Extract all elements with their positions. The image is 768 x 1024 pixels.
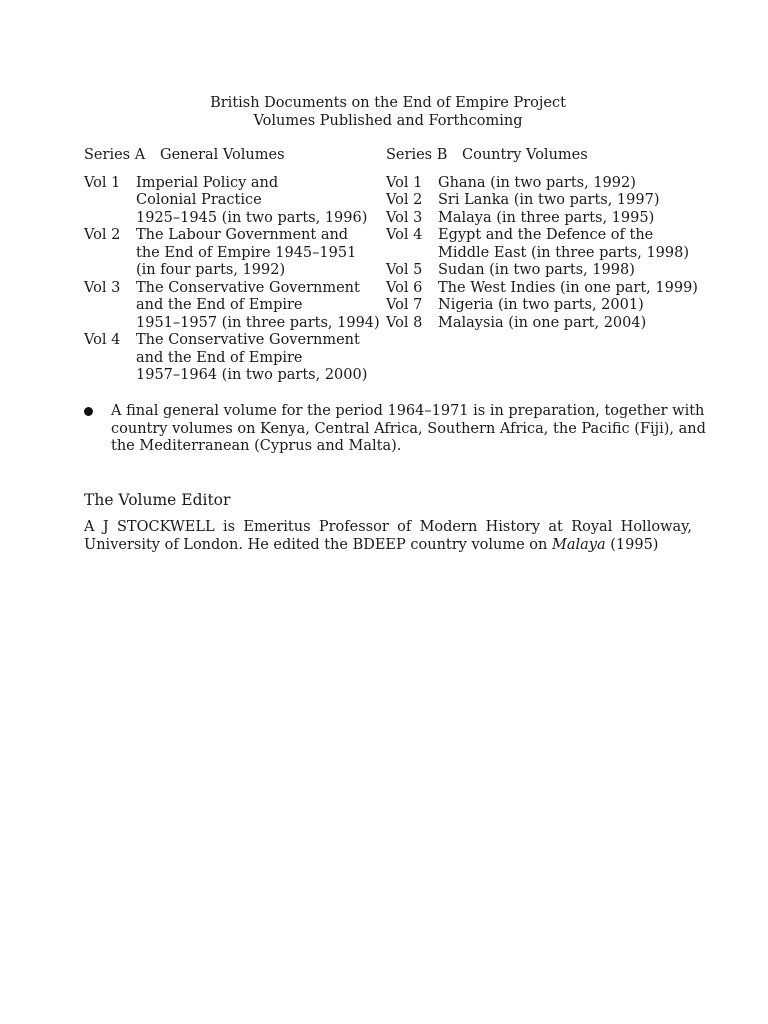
volume-title — [438, 315, 696, 333]
volume-title — [438, 297, 696, 315]
note-line: the Mediterranean (Cyprus and Malta). — [111, 438, 402, 454]
series-a-title: General Volumes — [160, 147, 285, 163]
title-line-1: British Documents on the End of Empire Project — [210, 95, 566, 111]
volume-title-line: The Labour Government and — [136, 227, 349, 243]
volume-title — [438, 192, 696, 210]
editor-bio-year: (1995) — [605, 537, 659, 553]
note-line: country volumes on Kenya, Central Africa, Southern Africa, the Pacific (Fiji), and — [111, 420, 706, 437]
volume-title — [438, 175, 696, 193]
series-b-section — [386, 147, 696, 332]
volume-title-line: Imperial Policy and — [136, 174, 279, 191]
volume-number: Vol 4 — [84, 332, 121, 348]
volume-title-line: and the End of Empire — [136, 297, 303, 313]
editor-bio — [84, 518, 692, 554]
title-line-2: Volumes Published and Forthcoming — [253, 112, 523, 129]
volume-number: Vol 4 — [386, 227, 423, 243]
series-a-label: Series A — [84, 147, 146, 163]
list-item — [386, 210, 696, 228]
volume-number: Vol 6 — [386, 279, 423, 296]
editor-heading: The Volume Editor — [84, 491, 231, 509]
list-item — [84, 175, 384, 228]
volume-title-line: Ghana (in two parts, 1992) — [438, 174, 636, 191]
volume-title — [438, 227, 696, 262]
volume-title-line: Sudan (in two parts, 1998) — [438, 262, 635, 278]
volume-title — [136, 280, 384, 333]
list-item — [84, 227, 384, 280]
volume-title-line: the End of Empire 1945–1951 — [136, 244, 357, 261]
volume-title — [136, 332, 384, 385]
volume-title — [136, 175, 384, 228]
volume-number: Vol 5 — [386, 262, 423, 278]
series-b-title: Country Volumes — [462, 147, 588, 163]
volume-title-line: Malaysia (in one part, 2004) — [438, 314, 647, 331]
series-a-section — [84, 147, 384, 385]
volume-title-line: 1957–1964 (in two parts, 2000) — [136, 367, 368, 383]
list-item — [386, 227, 696, 262]
volume-title-line: The West Indies (in one part, 1999) — [438, 279, 698, 296]
list-item — [386, 315, 696, 333]
volume-title-line: The Conservative Government — [136, 279, 360, 296]
volume-title — [438, 262, 696, 280]
series-b-heading — [386, 147, 696, 165]
volume-title — [438, 210, 696, 228]
editor-bio-line-1: A J STOCKWELL is Emeritus Professor of Modern History at Royal Holloway, — [84, 519, 692, 535]
volume-title-line: (in four parts, 1992) — [136, 262, 286, 278]
page-title — [0, 95, 768, 130]
note-line: A final general volume for the period 1964–1971 is in preparation, together with — [111, 403, 705, 419]
volume-title-line: 1951–1957 (in three parts, 1994) — [136, 314, 380, 331]
list-item — [84, 332, 384, 385]
volume-title-line: The Conservative Government — [136, 332, 360, 348]
note-text — [111, 403, 706, 456]
volume-number: Vol 7 — [386, 297, 423, 313]
list-item — [84, 280, 384, 333]
series-b-label: Series B — [386, 147, 448, 163]
series-a-volume-list — [84, 175, 384, 385]
volume-title-line: Malaya (in three parts, 1995) — [438, 209, 655, 226]
editor-bio-book-title: Malaya — [552, 537, 606, 553]
volume-title-line: Egypt and the Defence of the — [438, 227, 654, 243]
volume-title-line: Nigeria (in two parts, 2001) — [438, 297, 644, 313]
list-item — [386, 297, 696, 315]
volume-number: Vol 1 — [84, 174, 121, 191]
volume-number: Vol 2 — [84, 227, 121, 243]
volume-title-line: 1925–1945 (in two parts, 1996) — [136, 209, 368, 226]
volume-title — [438, 280, 698, 298]
series-a-heading — [84, 147, 384, 165]
volume-number: Vol 2 — [386, 192, 423, 208]
volume-number: Vol 3 — [84, 279, 121, 296]
volume-title-line: Sri Lanka (in two parts, 1997) — [438, 192, 660, 208]
list-item — [386, 262, 696, 280]
forthcoming-note — [84, 403, 706, 456]
bullet-icon — [84, 403, 111, 456]
list-item — [386, 192, 696, 210]
volume-title-line: Middle East (in three parts, 1998) — [438, 244, 689, 261]
volume-number: Vol 3 — [386, 209, 423, 226]
volume-number: Vol 1 — [386, 174, 423, 191]
list-item — [386, 175, 696, 193]
series-b-volume-list — [386, 175, 696, 333]
volume-title — [136, 227, 384, 280]
volume-number: Vol 8 — [386, 314, 423, 331]
editor-bio-line-2 — [84, 536, 692, 554]
volume-title-line: and the End of Empire — [136, 349, 303, 366]
list-item — [386, 280, 696, 298]
volume-title-line: Colonial Practice — [136, 192, 262, 208]
editor-bio-text: University of London. He edited the BDEEP country volume on — [84, 537, 552, 553]
